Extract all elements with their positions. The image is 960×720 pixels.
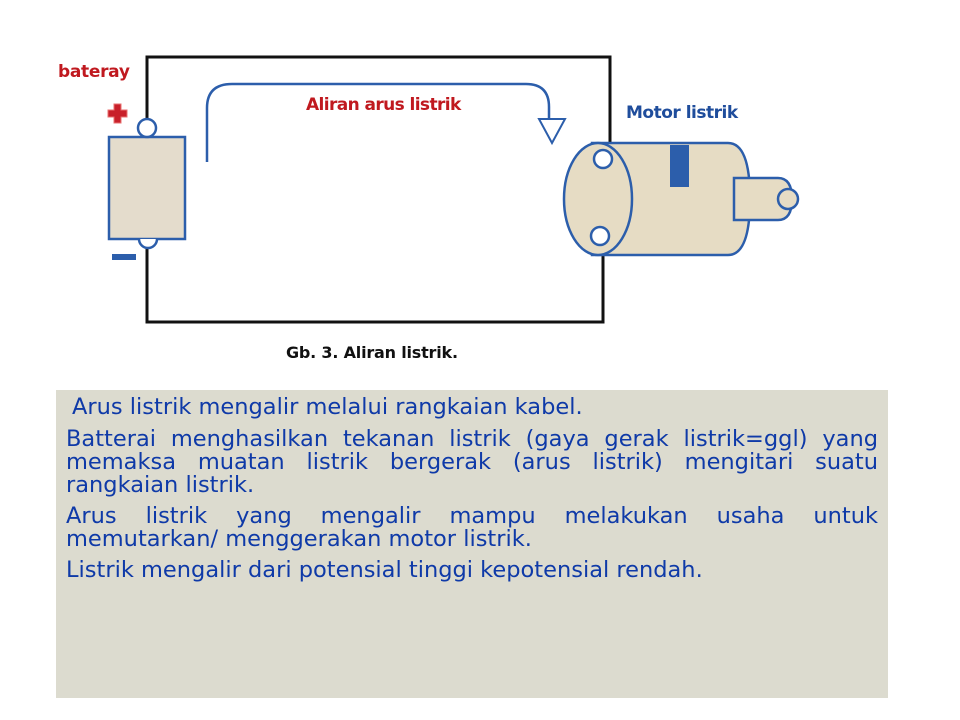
battery-positive-terminal [138, 119, 156, 137]
arrowhead-icon [539, 119, 565, 143]
bottom-wire [147, 244, 603, 322]
paragraph-2: Batterai menghasilkan tekanan listrik (gaya gerak listrik=ggl) yang memaksa muatan listrik bergerak (arus listrik) mengitari suatu rangkaian listrik. [66, 426, 878, 498]
motor-terminal-top [594, 150, 612, 168]
current-flow-label: Aliran arus listrik [306, 95, 461, 115]
plus-icon [108, 104, 127, 123]
figure-caption: Gb. 3. Aliran listrik. [286, 343, 458, 362]
battery-label: bateray [58, 62, 130, 82]
motor-label: Motor listrik [626, 103, 738, 123]
paragraph-4: Listrik mengalir dari potensial tinggi kepotensial rendah. [66, 557, 703, 583]
motor-terminal-bottom [591, 227, 609, 245]
paragraph-3: Arus listrik yang mengalir mampu melakukan usaha untuk memutarkan/ menggerakan motor listrik. [66, 503, 878, 552]
paragraph-1: Arus listrik mengalir melalui rangkaian kabel. [72, 394, 583, 420]
explanation-text-box [56, 390, 888, 698]
battery-negative-terminal [139, 239, 157, 248]
battery [109, 137, 185, 239]
minus-icon [112, 254, 136, 260]
